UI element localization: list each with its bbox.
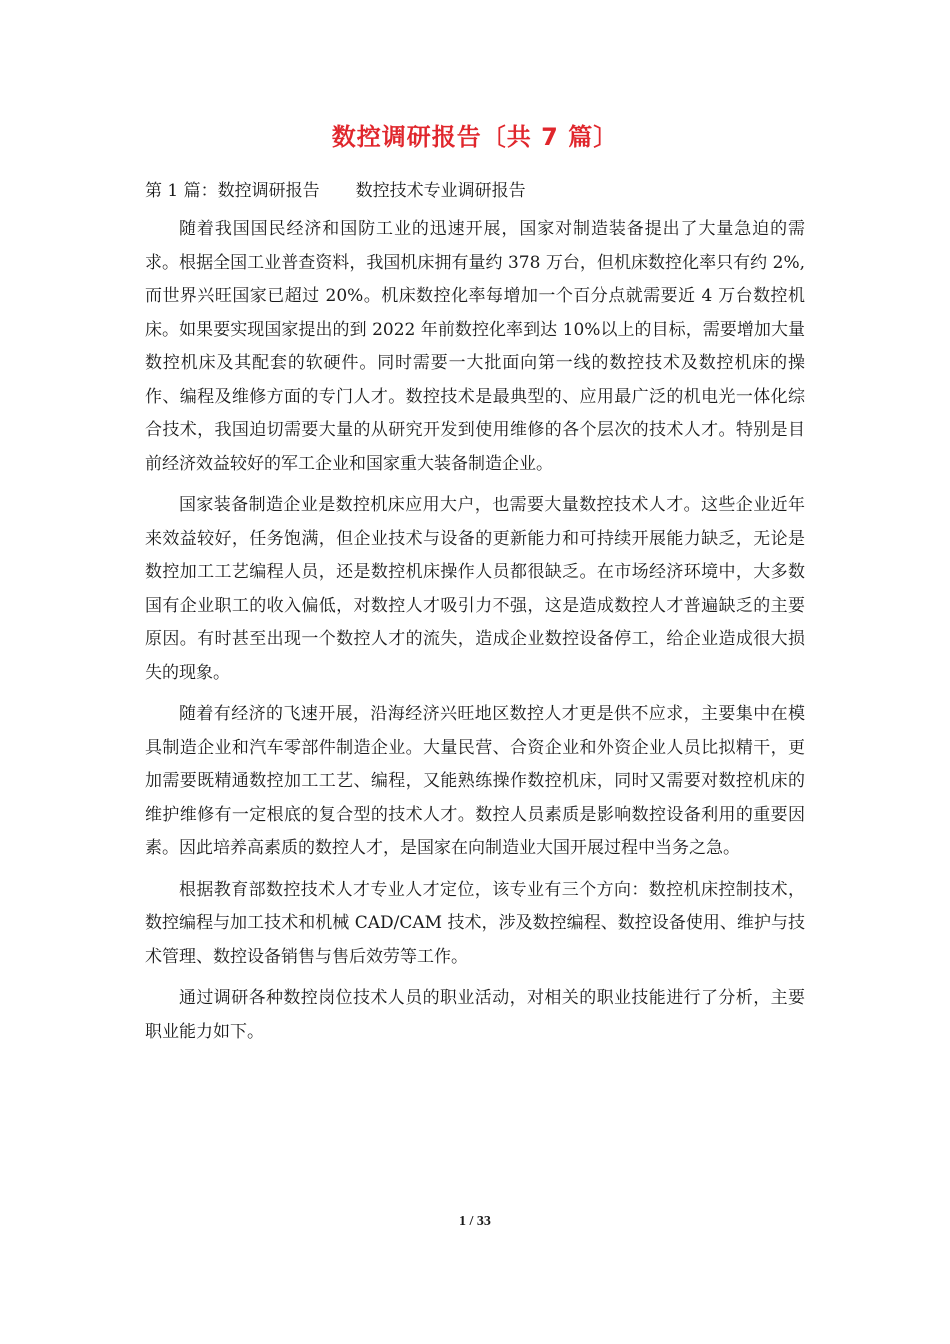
paragraph-5: 通过调研各种数控岗位技术人员的职业活动，对相关的职业技能进行了分析，主要职业能力如下。 bbox=[145, 988, 805, 1042]
section-label: 第 1 篇：数控调研报告 bbox=[145, 181, 320, 201]
paragraph-1: 随着我国国民经济和国防工业的迅速开展，国家对制造装备提出了大量急迫的需求。根据全国工业普查资料，我国机床拥有量约 378 万台，但机床数控化率只有约 2%,而世界兴旺国家已超过 20%。机床数控化率每增加一个百分点就需要近 4 万台数控机床。如果要实现国家提出的到 2022 年前数控化率到达 10%以上的目标，需要增加大量数控机床及其配套的软硬件。同时需要一大批面向第一线的数控技术及数控机床的操作、编程及维修方面的专门人才。数控技术是最典型的、应用最广泛的机电光一体化综合技术，我国迫切需要大量的从研究开发到使用维修的各个层次的技术人才。特别是目前经济效益较好的军工企业和国家重大装备制造企业。 bbox=[145, 219, 805, 474]
paragraph-2: 国家装备制造企业是数控机床应用大户，也需要大量数控技术人才。这些企业近年来效益较好，任务饱满，但企业技术与设备的更新能力和可持续开展能力缺乏，无论是数控加工工艺编程人员，还是数控机床操作人员都很缺乏。在市场经济环境中，大多数国有企业职工的收入偏低，对数控人才吸引力不强，这是造成数控人才普遍缺乏的主要原因。有时甚至出现一个数控人才的流失，造成企业数控设备停工，给企业造成很大损失的现象。 bbox=[145, 495, 805, 683]
paragraph-3: 随着有经济的飞速开展，沿海经济兴旺地区数控人才更是供不应求，主要集中在模具制造企业和汽车零部件制造企业。大量民营、合资企业和外资企业人员比拟精干，更加需要既精通数控加工工艺、编程，又能熟练操作数控机床，同时又需要对数控机床的维护维修有一定根底的复合型的技术人才。数控人员素质是影响数控设备利用的重要因素。因此培养高素质的数控人才，是国家在向制造业大国开展过程中当务之急。 bbox=[145, 704, 805, 858]
paragraph-4: 根据教育部数控技术人才专业人才定位，该专业有三个方向：数控机床控制技术，数控编程与加工技术和机械 CAD/CAM 技术，涉及数控编程、数控设备使用、维护与技术管理、数控设备销售与售后效劳等工作。 bbox=[145, 879, 805, 967]
section-subtitle: 数控技术专业调研报告 bbox=[355, 181, 526, 201]
page-number: 1 / 33 bbox=[459, 1214, 491, 1229]
document-body bbox=[145, 175, 805, 1057]
section-heading bbox=[145, 175, 805, 207]
document-title: 数控调研报告〔共 7 篇〕 bbox=[331, 123, 619, 151]
